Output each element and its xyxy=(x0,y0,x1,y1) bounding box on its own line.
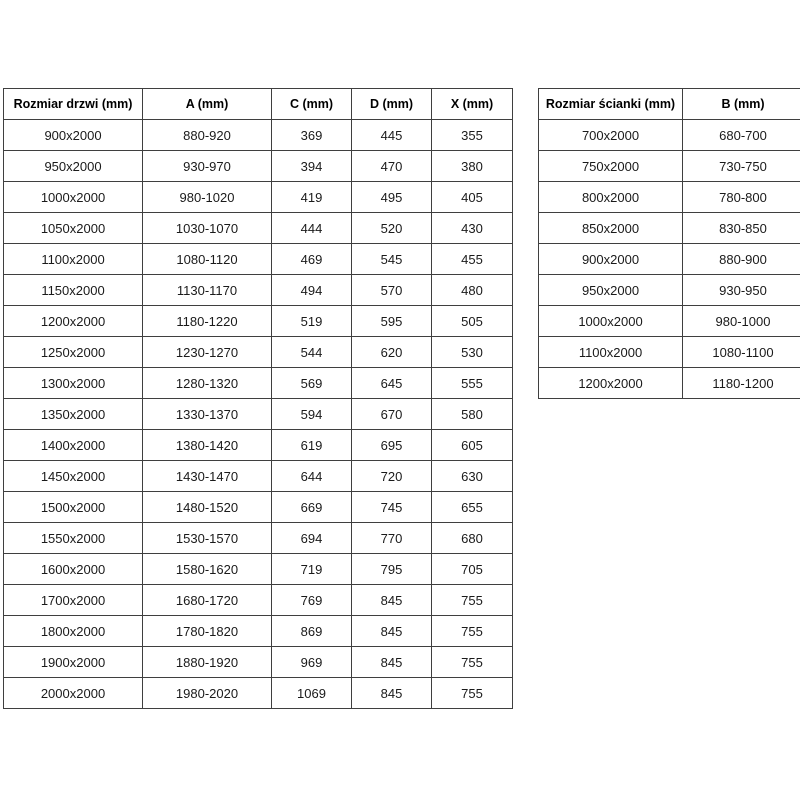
table-cell: 644 xyxy=(272,461,352,492)
table-cell: 1200x2000 xyxy=(539,368,683,399)
table-cell: 1069 xyxy=(272,678,352,709)
table-cell: 1380-1420 xyxy=(143,430,272,461)
table-cell: 445 xyxy=(352,120,432,151)
table-row xyxy=(539,182,800,213)
table-cell: 355 xyxy=(432,120,513,151)
table-cell: 680 xyxy=(432,523,513,554)
table-cell: 419 xyxy=(272,182,352,213)
table-cell: 1550x2000 xyxy=(4,523,143,554)
table-cell: 1530-1570 xyxy=(143,523,272,554)
table-cell: 1100x2000 xyxy=(539,337,683,368)
table-cell: 730-750 xyxy=(683,151,800,182)
header-row xyxy=(4,89,513,120)
table-cell: 1780-1820 xyxy=(143,616,272,647)
table-row xyxy=(4,585,513,616)
table-cell: 1200x2000 xyxy=(4,306,143,337)
table-row xyxy=(4,368,513,399)
table-cell: 1900x2000 xyxy=(4,647,143,678)
table-cell: 950x2000 xyxy=(539,275,683,306)
table-cell: 1150x2000 xyxy=(4,275,143,306)
table-cell: 1430-1470 xyxy=(143,461,272,492)
table-cell: 369 xyxy=(272,120,352,151)
table-cell: 720 xyxy=(352,461,432,492)
table-cell: 1030-1070 xyxy=(143,213,272,244)
table-cell: 850x2000 xyxy=(539,213,683,244)
table-row xyxy=(539,306,800,337)
table-cell: 394 xyxy=(272,151,352,182)
table-cell: 845 xyxy=(352,678,432,709)
table-cell: 505 xyxy=(432,306,513,337)
wall-panel-size-table xyxy=(538,88,800,399)
table-cell: 495 xyxy=(352,182,432,213)
table-cell: 630 xyxy=(432,461,513,492)
table-cell: 494 xyxy=(272,275,352,306)
table-row xyxy=(4,492,513,523)
table-cell: 1400x2000 xyxy=(4,430,143,461)
column-header: C (mm) xyxy=(272,89,352,120)
table-cell: 1600x2000 xyxy=(4,554,143,585)
table-row xyxy=(4,399,513,430)
table-cell: 455 xyxy=(432,244,513,275)
table-cell: 544 xyxy=(272,337,352,368)
table-cell: 469 xyxy=(272,244,352,275)
table-cell: 800x2000 xyxy=(539,182,683,213)
table-cell: 930-970 xyxy=(143,151,272,182)
table-cell: 1280-1320 xyxy=(143,368,272,399)
table-cell: 1580-1620 xyxy=(143,554,272,585)
table-row xyxy=(4,306,513,337)
table-cell: 969 xyxy=(272,647,352,678)
table-cell: 980-1020 xyxy=(143,182,272,213)
table-cell: 845 xyxy=(352,647,432,678)
table-cell: 480 xyxy=(432,275,513,306)
table-cell: 1000x2000 xyxy=(4,182,143,213)
table-row xyxy=(4,678,513,709)
table-cell: 705 xyxy=(432,554,513,585)
table-cell: 845 xyxy=(352,616,432,647)
table-cell: 695 xyxy=(352,430,432,461)
table-cell: 830-850 xyxy=(683,213,800,244)
table-cell: 645 xyxy=(352,368,432,399)
table-cell: 1230-1270 xyxy=(143,337,272,368)
header-row xyxy=(539,89,800,120)
table-row xyxy=(4,182,513,213)
table-cell: 750x2000 xyxy=(539,151,683,182)
table-row xyxy=(539,368,800,399)
table-cell: 680-700 xyxy=(683,120,800,151)
table-cell: 1350x2000 xyxy=(4,399,143,430)
column-header: D (mm) xyxy=(352,89,432,120)
table-row xyxy=(4,430,513,461)
table-cell: 745 xyxy=(352,492,432,523)
table-cell: 519 xyxy=(272,306,352,337)
table-cell: 930-950 xyxy=(683,275,800,306)
table-cell: 444 xyxy=(272,213,352,244)
table-cell: 900x2000 xyxy=(539,244,683,275)
table-cell: 719 xyxy=(272,554,352,585)
table-row xyxy=(4,337,513,368)
column-header: A (mm) xyxy=(143,89,272,120)
table-cell: 1980-2020 xyxy=(143,678,272,709)
table-row xyxy=(4,244,513,275)
table-cell: 694 xyxy=(272,523,352,554)
table-cell: 1050x2000 xyxy=(4,213,143,244)
table-cell: 2000x2000 xyxy=(4,678,143,709)
table-cell: 619 xyxy=(272,430,352,461)
table-cell: 570 xyxy=(352,275,432,306)
table-cell: 880-920 xyxy=(143,120,272,151)
table-cell: 1180-1200 xyxy=(683,368,800,399)
table-cell: 1000x2000 xyxy=(539,306,683,337)
table-cell: 655 xyxy=(432,492,513,523)
table-row xyxy=(539,120,800,151)
table-row xyxy=(4,523,513,554)
table-cell: 1300x2000 xyxy=(4,368,143,399)
table-cell: 755 xyxy=(432,585,513,616)
table-cell: 430 xyxy=(432,213,513,244)
table-row xyxy=(539,244,800,275)
table-cell: 405 xyxy=(432,182,513,213)
table-cell: 580 xyxy=(432,399,513,430)
table-cell: 605 xyxy=(432,430,513,461)
table-cell: 595 xyxy=(352,306,432,337)
table-cell: 1080-1100 xyxy=(683,337,800,368)
table-row xyxy=(4,275,513,306)
table-cell: 950x2000 xyxy=(4,151,143,182)
table-row xyxy=(539,213,800,244)
table-cell: 470 xyxy=(352,151,432,182)
table-cell: 1680-1720 xyxy=(143,585,272,616)
table-cell: 755 xyxy=(432,647,513,678)
table-cell: 1080-1120 xyxy=(143,244,272,275)
table-cell: 700x2000 xyxy=(539,120,683,151)
table-cell: 845 xyxy=(352,585,432,616)
table-cell: 900x2000 xyxy=(4,120,143,151)
table-cell: 755 xyxy=(432,616,513,647)
table-cell: 1330-1370 xyxy=(143,399,272,430)
table-cell: 1130-1170 xyxy=(143,275,272,306)
door-size-table xyxy=(3,88,513,709)
table-cell: 530 xyxy=(432,337,513,368)
table-row xyxy=(4,120,513,151)
table-cell: 755 xyxy=(432,678,513,709)
table-cell: 769 xyxy=(272,585,352,616)
table-cell: 555 xyxy=(432,368,513,399)
table-cell: 670 xyxy=(352,399,432,430)
table-cell: 380 xyxy=(432,151,513,182)
table-row xyxy=(4,213,513,244)
table-cell: 1250x2000 xyxy=(4,337,143,368)
table-cell: 520 xyxy=(352,213,432,244)
table-cell: 780-800 xyxy=(683,182,800,213)
table-row xyxy=(4,151,513,182)
table-cell: 545 xyxy=(352,244,432,275)
column-header: X (mm) xyxy=(432,89,513,120)
table-row xyxy=(539,337,800,368)
table-row xyxy=(4,461,513,492)
table-cell: 1800x2000 xyxy=(4,616,143,647)
column-header: Rozmiar drzwi (mm) xyxy=(4,89,143,120)
table-cell: 880-900 xyxy=(683,244,800,275)
table-row xyxy=(539,275,800,306)
table-cell: 594 xyxy=(272,399,352,430)
table-cell: 980-1000 xyxy=(683,306,800,337)
table-cell: 770 xyxy=(352,523,432,554)
table-row xyxy=(4,554,513,585)
table-row xyxy=(539,151,800,182)
table-cell: 620 xyxy=(352,337,432,368)
table-cell: 1480-1520 xyxy=(143,492,272,523)
table-cell: 1880-1920 xyxy=(143,647,272,678)
table-cell: 1100x2000 xyxy=(4,244,143,275)
table-cell: 1500x2000 xyxy=(4,492,143,523)
table-cell: 1180-1220 xyxy=(143,306,272,337)
column-header: Rozmiar ścianki (mm) xyxy=(539,89,683,120)
table-cell: 1450x2000 xyxy=(4,461,143,492)
column-header: B (mm) xyxy=(683,89,800,120)
table-cell: 669 xyxy=(272,492,352,523)
table-cell: 869 xyxy=(272,616,352,647)
table-cell: 569 xyxy=(272,368,352,399)
table-row xyxy=(4,616,513,647)
table-row xyxy=(4,647,513,678)
table-cell: 795 xyxy=(352,554,432,585)
table-cell: 1700x2000 xyxy=(4,585,143,616)
